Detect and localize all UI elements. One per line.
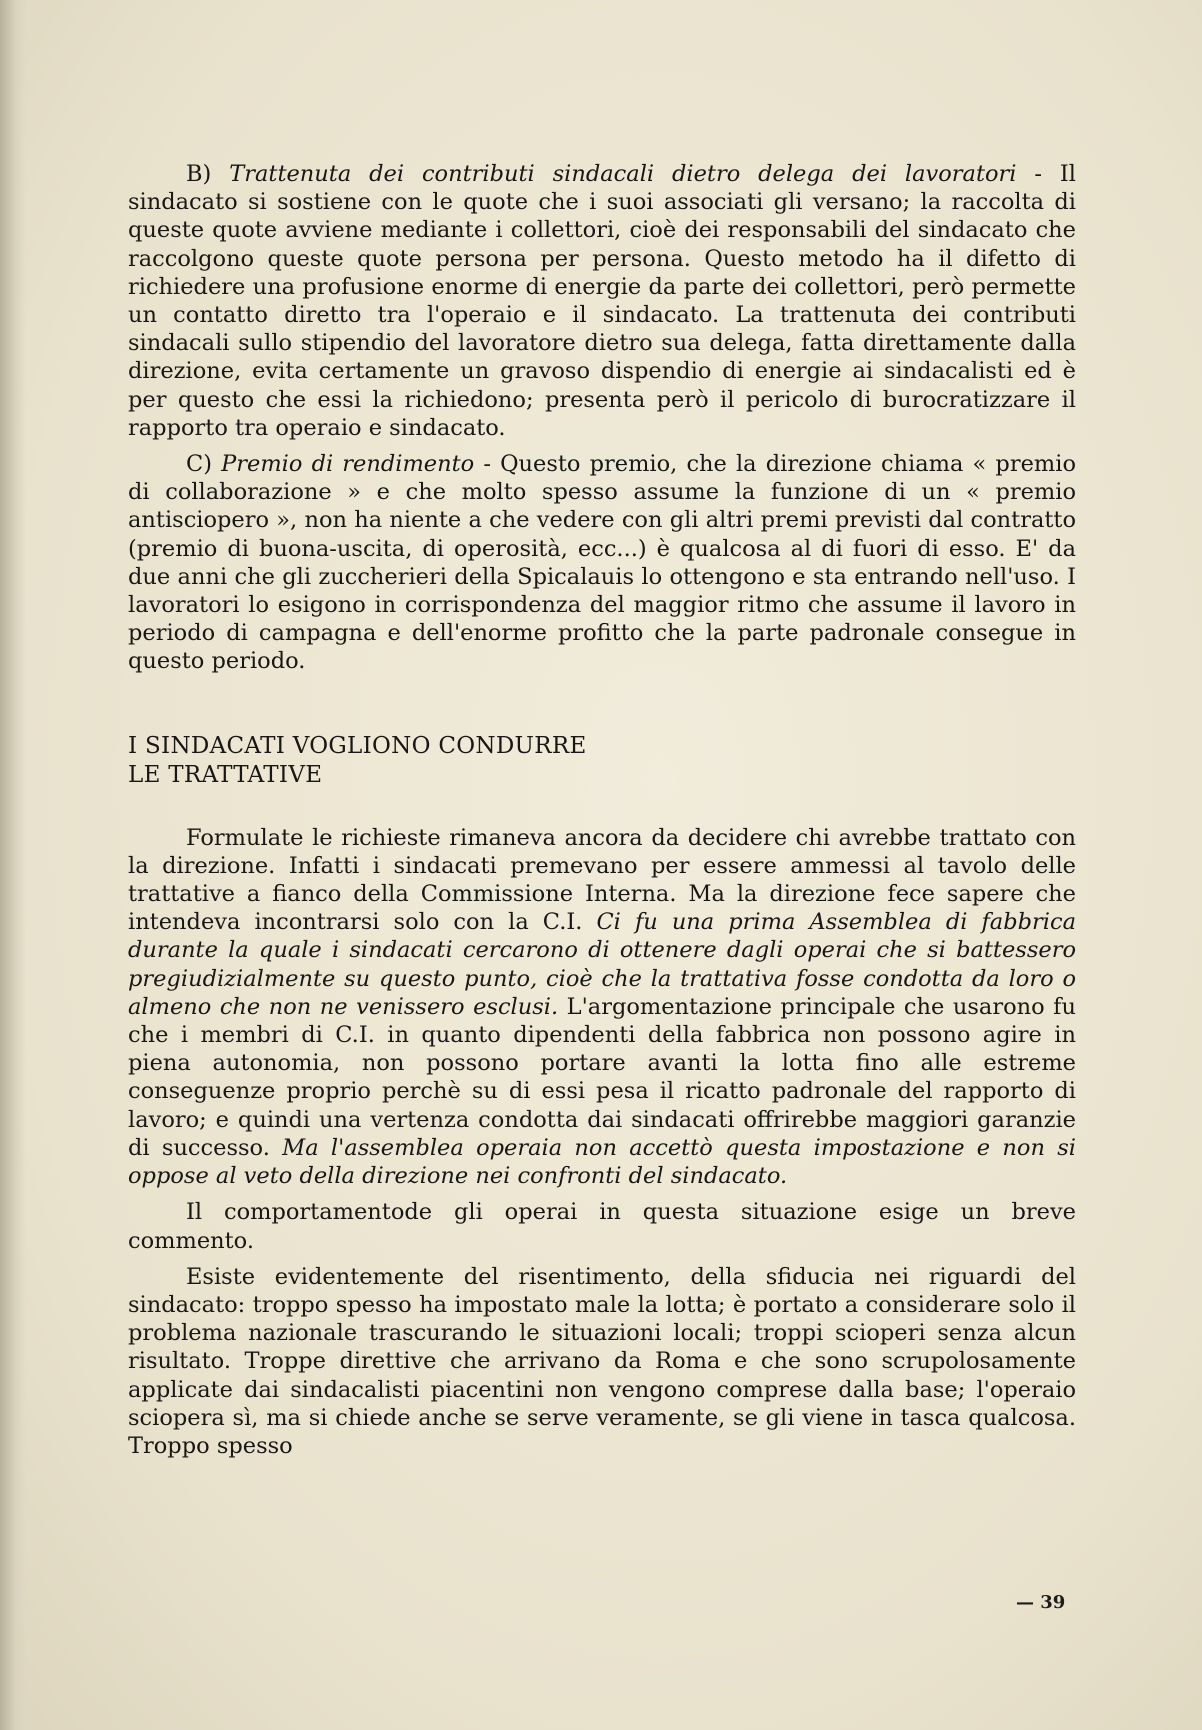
paragraph-b: [128, 160, 1076, 442]
section-paragraph-3: Esiste evidentemente del risentimento, della sfiducia nei riguardi del sindacato: troppo spesso ha impostato male la lotta; è portato a considerare solo il problema nazionale trascurando le situazioni locali; troppi scioperi senza alcun risultato. Troppe direttive che arrivano da Roma e che sono scrupolosamente applicate dai sindacalisti piacentini non vengono comprese dalla base; l'operaio sciopera sì, ma si chiede anche se serve veramente, se gli viene in tasca qualcosa. Troppo spesso: [128, 1263, 1076, 1459]
paragraph-c: [128, 450, 1076, 676]
section-heading-line-1: I SINDACATI VOGLIONO CONDURRE: [128, 732, 587, 759]
section-paragraph-1-d: Ma l'assemblea operaia non accettò questa impostazione e non si oppose al veto della direzione nei confronti del sindacato.: [128, 1134, 1076, 1190]
paragraph-c-marker: C): [186, 451, 222, 478]
paragraph-c-title: Premio di rendimento: [221, 451, 475, 478]
paragraph-b-body: - Il sindacato si sostiene con le quote che i suoi associati gli versano; la raccolta di queste quote avviene mediante i collettori, cioè dei responsabili del sindacato che raccolgono queste quote persona per persona. Questo metodo ha il difetto di richiedere una profusione enorme di energie da parte dei collettori, però permette un contatto diretto tra l'operaio e il sindacato. La trattenuta dei contributi sindacali sullo stipendio del lavoratore dietro sua delega, fatta direttamente dalla direzione, evita certamente un gravoso dispendio di energie ai sindacalisti ed è per questo che essi la richiedono; presenta però il pericolo di burocratizzare il rapporto tra operaio e sindacato.: [128, 161, 1076, 441]
binding-shadow: [0, 0, 26, 1730]
paragraph-c-body: - Questo premio, che la direzione chiama « premio di collaborazione » e che molto spesso assume la funzione di un « premio antisciopero », non ha niente a che vedere con gli altri premi previsti dal contratto (premio di buona-uscita, di operosità, ecc...) è qualcosa al di fuori di esso. E' da due anni che gli zuccherieri della Spicalauis lo ottengono e sta entrando nell'uso. I lavoratori lo esigono in corrispondenza del maggior ritmo che assume il lavoro in periodo di campagna e dell'enorme profitto che la parte padronale consegue in questo periodo.: [128, 451, 1076, 675]
section-paragraph-1-a: Formulate le richieste rimaneva ancora da decidere chi avrebbe trattato con la direzione. Infatti i sindacati premevano per essere ammessi al tavolo delle trattative a fianco della Commissione Interna. Ma la direzione fece sapere che intendeva incontrarsi solo con la C.I.: [128, 824, 1076, 936]
section-heading: [128, 732, 1076, 790]
section-heading-line-2: LE TRATTATIVE: [128, 761, 323, 788]
section-paragraph-1: [128, 824, 1076, 1191]
section-paragraph-1-b: Ci fu una prima Assemblea di fabbrica durante la quale i sindacati cercarono di ottenere dagli operai che si battessero pregiudizialmente su questo punto, cioè che la trattativa fosse condotta da loro o almeno che non ne venissero esclusi.: [128, 909, 1076, 1020]
section-paragraph-2: Il comportamentode gli operai in questa situazione esige un breve commento.: [128, 1199, 1076, 1254]
page-text: [128, 160, 1076, 1460]
paragraph-b-title: Trattenuta dei contributi sindacali dietro delega dei lavoratori: [229, 161, 1017, 187]
page-number: — 39: [1016, 1592, 1066, 1613]
section-paragraph-1-c: L'argomentazione principale che usarono fu che i membri di C.I. in quanto dipendenti della fabbrica non possono agire in piena autonomia, non possono portare avanti la lotta fino alle estreme conseguenze proprio perchè su di essi pesa il ricatto padronale del rapporto di lavoro; e quindi una vertenza condotta dai sindacati offrirebbe maggiori garanzie di successo.: [128, 993, 1076, 1161]
paragraph-b-marker: B): [186, 161, 230, 187]
